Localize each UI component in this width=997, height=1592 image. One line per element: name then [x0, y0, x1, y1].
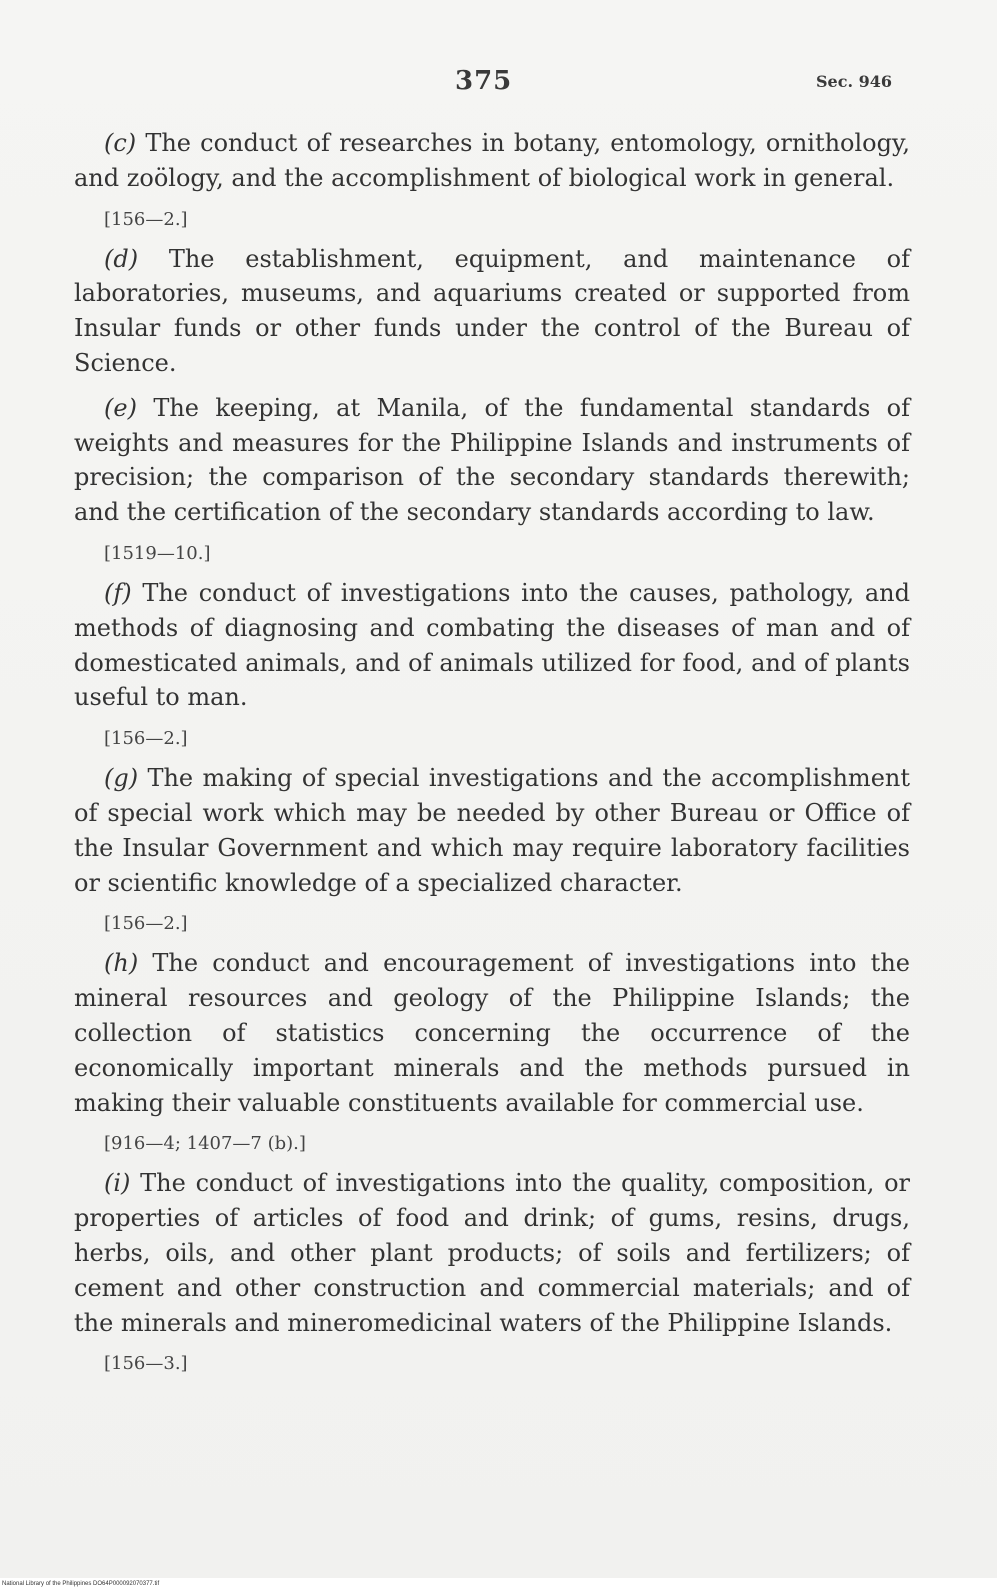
scan-footer: National Library of the Philippines DO64P000092070377.tif: [2, 1581, 160, 1587]
page-header: [0, 62, 997, 102]
paragraph-text: The conduct of investigations into the causes, pathology, and methods of diagnosing and combating the diseases of man and of domesticated animals, and of animals utilized for food, and of plants useful to man.: [74, 578, 910, 712]
paragraph-e: [74, 391, 910, 530]
paragraph-text: The keeping, at Manila, of the fundamental standards of weights and measures for the Philippine Islands and instruments of precision; the comparison of the secondary standards therewith; and the certification of the secondary standards according to law.: [74, 393, 910, 527]
paragraph-text: The conduct and encouragement of investigations into the mineral resources and geology of the Philippine Islands; the collection of statistics concerning the occurrence of the economically important minerals and the methods pursued in making their valuable constituents available for commercial use.: [74, 949, 910, 1117]
paragraph-text: The establishment, equipment, and maintenance of laboratories, museums, and aquariums created or supported from Insular funds or other funds under the control of the Bureau of Science.: [74, 244, 910, 377]
page-number: 375: [455, 66, 513, 96]
paragraph-letter: (f): [104, 578, 132, 607]
paragraph-text: The making of special investigations and the accomplishment of special work which may be needed by other Bureau or Office of the Insular Government and which may require laboratory facilities or scientific knowledge of a specialized character.: [74, 764, 910, 897]
page-body: [74, 126, 910, 1386]
citation: [156—2.]: [104, 208, 188, 230]
paragraph-i: [74, 1166, 910, 1340]
paragraph-text: The conduct of investigations into the quality, composition, or properties of articles of food and drink; of gums, resins, drugs, herbs, oils, and other plant products; of soils and fertilizers; of cement and other construction and commercial materials; and of the minerals and mineromedicinal waters of the Philippine Islands.: [74, 1169, 910, 1337]
paragraph-letter: (h): [104, 949, 139, 978]
citation: [156—3.]: [104, 1353, 188, 1375]
citation: [156—2.]: [104, 728, 188, 750]
paragraph-letter: (c): [104, 129, 137, 157]
paragraph-letter: (e): [104, 393, 137, 422]
paragraph-c: [74, 126, 910, 196]
section-reference: Sec. 946: [816, 72, 893, 91]
citation: [1519—10.]: [104, 542, 211, 564]
paragraph-h: [74, 946, 910, 1120]
paragraph-g: [74, 761, 910, 900]
citation: [156—2.]: [104, 913, 188, 935]
paragraph-letter: (d): [104, 244, 139, 273]
citation: [916—4; 1407—7 (b).]: [104, 1133, 306, 1155]
paragraph-letter: (i): [104, 1169, 131, 1198]
paragraph-d: [74, 242, 910, 381]
paragraph-f: [74, 576, 910, 715]
paragraph-text: The conduct of researches in botany, entomology, ornithology, and zoölogy, and the accomplishment of biological work in general.: [74, 129, 910, 192]
paragraph-letter: (g): [104, 764, 139, 793]
